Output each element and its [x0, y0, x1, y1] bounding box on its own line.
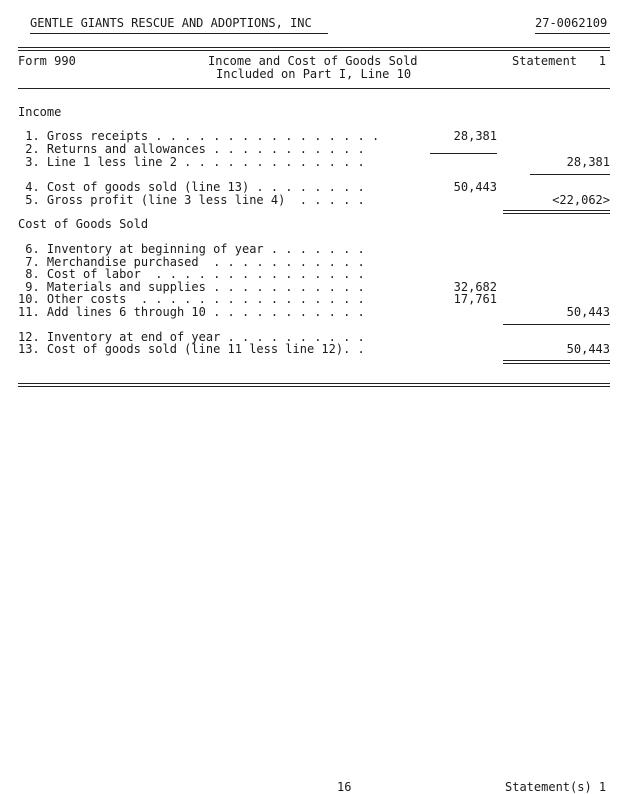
line-item: 4. Cost of goods sold (line 13) . . . . . . . . [18, 180, 365, 194]
title-top-rule [18, 47, 610, 51]
line-item: 9. Materials and supplies . . . . . . . . . . . [18, 280, 365, 294]
line-9-amount: 32,682 [453, 280, 497, 294]
line-item: 10. Other costs . . . . . . . . . . . . . . . . [18, 292, 365, 306]
line-3-total: 28,381 [566, 155, 610, 169]
line-item: 13. Cost of goods sold (line 11 less line 12). . [18, 342, 365, 356]
line-4-rule [530, 174, 610, 175]
ein-underline [535, 33, 610, 34]
section-heading-cogs: Cost of Goods Sold [18, 217, 149, 231]
statement-number: Statement 1 [512, 54, 606, 68]
org-name-underline [30, 33, 328, 34]
statement-count: Statement(s) 1 [505, 780, 607, 794]
line-11-total: 50,443 [566, 305, 610, 319]
statement-bottom-rule [18, 383, 610, 387]
line-13-total: 50,443 [566, 342, 610, 356]
line-1-amount: 28,381 [453, 129, 497, 143]
line-2-underline [430, 153, 497, 154]
line-item: 12. Inventory at end of year . . . . . . . . . . [18, 330, 365, 344]
form-label: Form 990 [18, 54, 76, 68]
statement-title-line1: Income and Cost of Goods Sold [208, 54, 418, 68]
line-item: 3. Line 1 less line 2 . . . . . . . . . . . . . [18, 155, 365, 169]
line-10-amount: 17,761 [453, 292, 497, 306]
line-item: 2. Returns and allowances . . . . . . . . . . . [18, 142, 365, 156]
line-item: 6. Inventory at beginning of year . . . . . . . [18, 242, 365, 256]
ein: 27-0062109 [535, 16, 608, 30]
statement-title-line2: Included on Part I, Line 10 [216, 67, 412, 81]
line-item: 1. Gross receipts . . . . . . . . . . . . . . . . [18, 129, 380, 143]
page-number: 16 [337, 780, 352, 794]
line-5-total: <22,062> [552, 193, 610, 207]
line-item: 7. Merchandise purchased . . . . . . . . . . . [18, 255, 365, 269]
line-item: 5. Gross profit (line 3 less line 4) . . . . . [18, 193, 365, 207]
line-4-amount: 50,443 [453, 180, 497, 194]
gross-profit-double-rule [503, 210, 610, 214]
line-item: 11. Add lines 6 through 10 . . . . . . . . . . . [18, 305, 365, 319]
section-heading-income: Income [18, 105, 62, 119]
line-11-rule [503, 324, 610, 325]
title-bottom-rule [18, 88, 610, 89]
line-item: 8. Cost of labor . . . . . . . . . . . . . . . [18, 267, 365, 281]
organization-name: GENTLE GIANTS RESCUE AND ADOPTIONS, INC [30, 16, 312, 30]
cogs-double-rule [503, 360, 610, 364]
